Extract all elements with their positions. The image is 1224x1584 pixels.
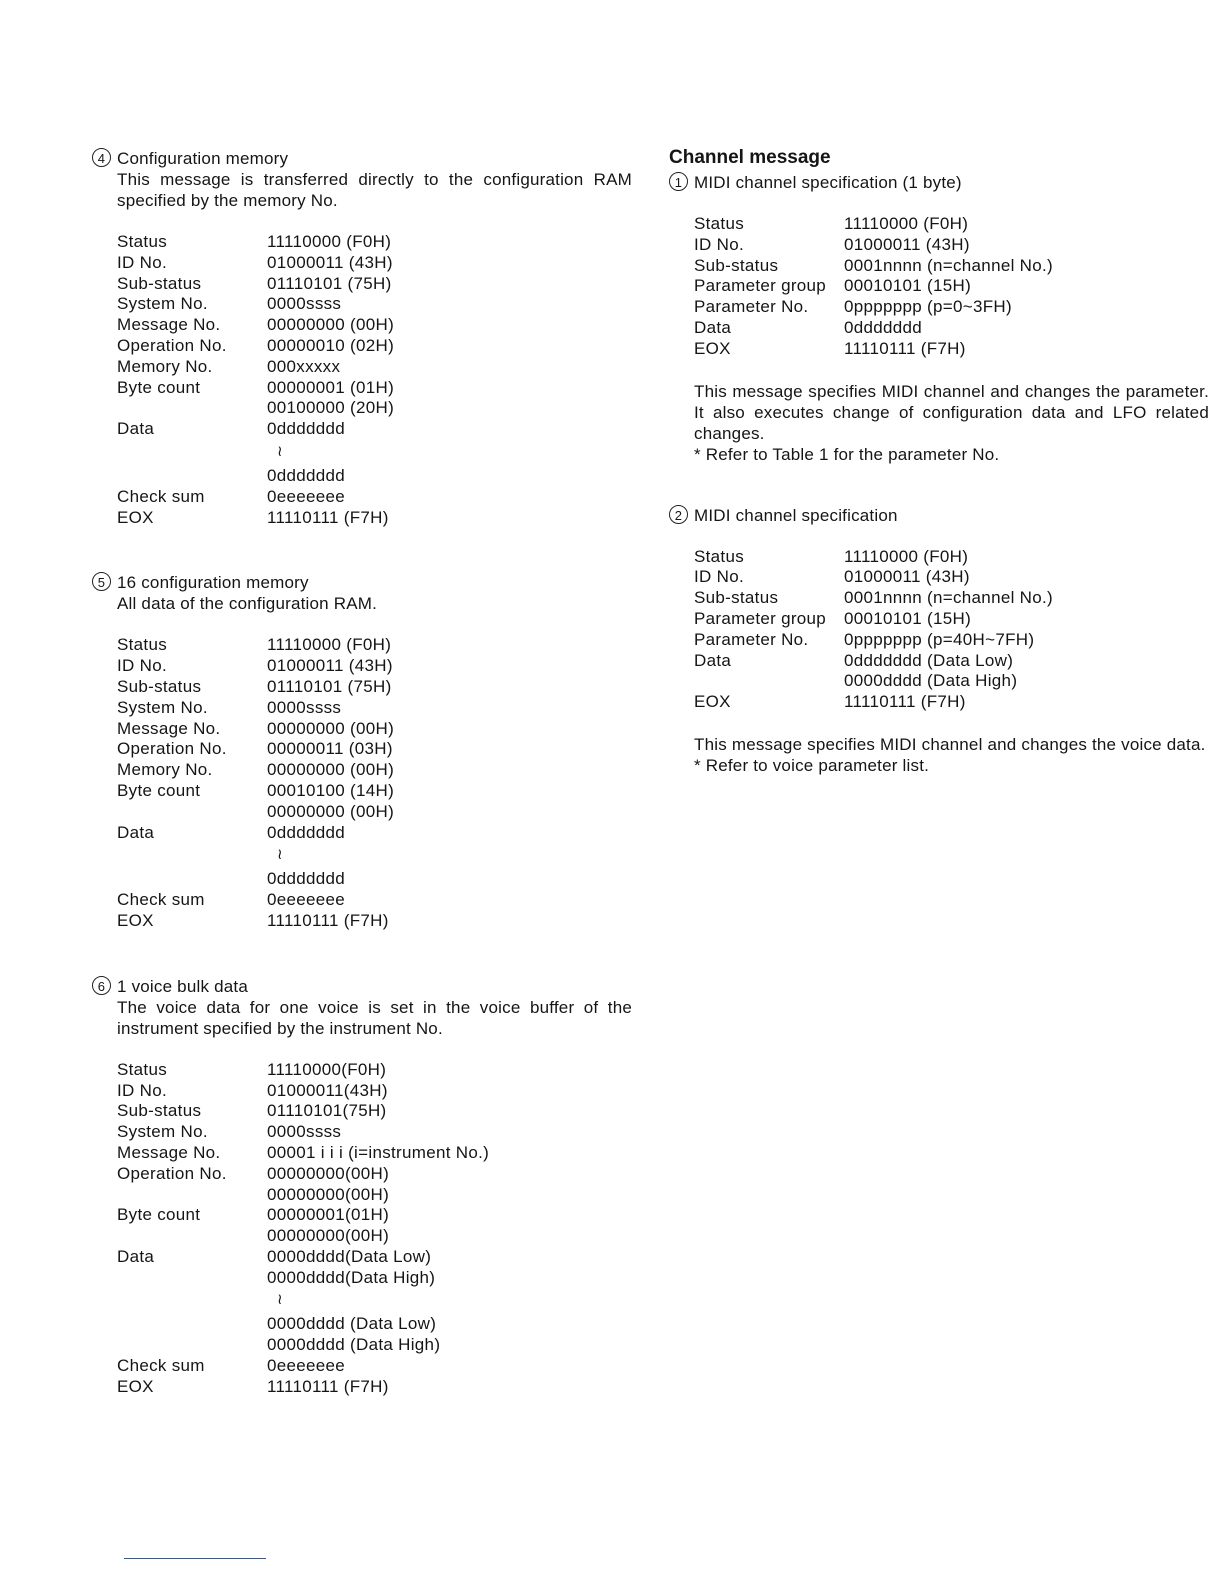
- field-label: Operation No.: [117, 739, 227, 759]
- right-column: [669, 148, 1209, 816]
- table-row: [117, 274, 632, 295]
- field-label: System No.: [117, 697, 208, 717]
- message-format-table: [92, 635, 632, 931]
- table-row: [117, 802, 632, 823]
- table-row: [117, 719, 632, 740]
- field-label: Data: [117, 822, 155, 842]
- field-label: Sub-status: [117, 676, 202, 696]
- field-value: 01000011 (43H): [267, 656, 393, 676]
- table-row: [694, 339, 1209, 360]
- field-value: 11110000 (F0H): [844, 214, 969, 233]
- table-row: [694, 588, 1209, 609]
- field-value: 00010100 (14H): [267, 780, 395, 800]
- field-value: 0ppppppp (p=0~3FH): [844, 297, 1012, 317]
- field-value: 00000000(00H): [267, 1184, 390, 1204]
- left-column: [92, 148, 632, 1442]
- field-label: Status: [117, 635, 167, 655]
- field-label: [117, 1185, 267, 1206]
- field-value: 11110000 (F0H): [267, 635, 392, 655]
- field-value: 000xxxxx: [267, 356, 341, 376]
- table-row: [117, 1185, 632, 1206]
- table-row: [117, 677, 632, 698]
- section-number-badge: 5: [92, 572, 111, 591]
- table-row: [117, 336, 632, 357]
- field-label: Status: [117, 232, 167, 251]
- table-row: [117, 739, 632, 760]
- field-value: 11110111 (F7H): [267, 507, 389, 527]
- table-row: [117, 1205, 632, 1226]
- field-label: Check sum: [117, 486, 205, 506]
- field-value: 0000dddd (Data High): [844, 671, 1018, 691]
- field-value: 00000000(00H): [267, 1226, 390, 1246]
- message-format-table: [92, 1060, 632, 1398]
- field-label: System No.: [117, 294, 208, 314]
- section-note: [669, 381, 1209, 465]
- field-value: 00000000 (00H): [267, 315, 395, 335]
- field-label: Byte count: [117, 377, 201, 397]
- table-row: [117, 253, 632, 274]
- section-heading: [92, 148, 632, 169]
- table-row: [117, 911, 632, 932]
- table-row: [694, 214, 1209, 235]
- field-label: [117, 1314, 267, 1335]
- field-label: Memory No.: [117, 760, 213, 780]
- field-value: 01000011(43H): [267, 1080, 388, 1100]
- section-number-badge: 2: [669, 505, 688, 524]
- field-value: 00000000 (00H): [267, 718, 395, 738]
- field-value: 11110000 (F0H): [267, 232, 392, 251]
- field-value: 11110111 (F7H): [267, 910, 389, 930]
- field-value: 11110111 (F7H): [844, 338, 966, 358]
- table-row: [694, 567, 1209, 588]
- table-row: [117, 656, 632, 677]
- note-text: This message specifies MIDI channel and changes the parameter. It also executes change of configuration data and LFO related changes.: [694, 381, 1209, 443]
- table-row: [117, 357, 632, 378]
- field-value: 0ddddddd: [267, 419, 346, 439]
- field-label: Data: [694, 650, 732, 670]
- table-row: [694, 692, 1209, 713]
- field-value: 00000011 (03H): [267, 739, 393, 759]
- field-label: ID No.: [117, 1080, 167, 1100]
- field-value: 11110000 (F0H): [844, 546, 969, 566]
- field-label: [117, 802, 267, 823]
- field-label: System No.: [117, 1122, 208, 1142]
- table-row: [694, 547, 1209, 568]
- table-row: [694, 318, 1209, 339]
- table-row: [117, 419, 632, 440]
- section-title: MIDI channel specification (1 byte): [694, 173, 962, 192]
- field-value: 0000dddd(Data Low): [267, 1246, 432, 1266]
- table-row: [694, 609, 1209, 630]
- field-label: [117, 1268, 267, 1289]
- note-reference: * Refer to Table 1 for the parameter No.: [694, 444, 1000, 464]
- field-value: 0ddddddd: [844, 317, 923, 337]
- table-row: [117, 1143, 632, 1164]
- table-row: [117, 760, 632, 781]
- field-value: 0000ssss: [267, 1122, 342, 1142]
- field-label: Sub-status: [694, 588, 779, 608]
- field-value: 00000000 (00H): [267, 801, 395, 821]
- field-value: 00000010 (02H): [267, 335, 395, 355]
- table-row: [117, 294, 632, 315]
- message-section: [92, 148, 632, 528]
- message-format-table: [669, 547, 1209, 713]
- field-value: 11110000(F0H): [267, 1059, 387, 1079]
- table-row: [694, 671, 1209, 692]
- table-row: [117, 823, 632, 844]
- field-label: Operation No.: [117, 335, 227, 355]
- field-value: 01000011 (43H): [844, 234, 970, 254]
- field-label: Check sum: [117, 1356, 205, 1376]
- footer-rule: [124, 1558, 266, 1559]
- table-row: [117, 1335, 632, 1356]
- field-value: 0000dddd (Data High): [267, 1335, 441, 1355]
- table-row: [117, 698, 632, 719]
- field-label: EOX: [694, 338, 731, 358]
- table-row: [117, 398, 632, 419]
- table-row: [117, 378, 632, 399]
- message-format-table: [669, 214, 1209, 360]
- field-value: 0001nnnn (n=channel No.): [844, 588, 1053, 608]
- field-value: 00010101 (15H): [844, 608, 972, 628]
- field-value: 0000ssss: [267, 294, 342, 314]
- field-label: Parameter group: [694, 608, 827, 628]
- section-number-badge: 4: [92, 148, 111, 167]
- section-title: Configuration memory: [117, 149, 289, 168]
- field-label: Sub-status: [694, 255, 779, 275]
- field-label: EOX: [694, 692, 731, 712]
- field-value: 0001nnnn (n=channel No.): [844, 255, 1053, 275]
- message-section: [669, 505, 1209, 776]
- field-label: Check sum: [117, 890, 205, 910]
- field-label: Sub-status: [117, 1101, 202, 1121]
- field-value: 0ppppppp (p=40H~7FH): [844, 629, 1035, 649]
- table-row: [117, 635, 632, 656]
- message-section: [92, 572, 632, 931]
- field-label: ID No.: [117, 656, 167, 676]
- table-row: [117, 1122, 632, 1143]
- table-row: [117, 1081, 632, 1102]
- field-value: 0000dddd(Data High): [267, 1267, 436, 1287]
- table-row: [117, 1247, 632, 1268]
- table-row: [117, 1060, 632, 1081]
- table-row: [694, 276, 1209, 297]
- field-value: 00001 i i i (i=instrument No.): [267, 1142, 490, 1162]
- table-row: [117, 315, 632, 336]
- table-row: [694, 630, 1209, 651]
- field-label: Sub-status: [117, 273, 202, 293]
- table-row: [694, 651, 1209, 672]
- field-label: ID No.: [694, 567, 744, 587]
- field-value: 00010101 (15H): [844, 276, 972, 296]
- channel-message-heading: Channel message: [669, 147, 831, 168]
- field-value: 11110111 (F7H): [267, 1376, 389, 1396]
- table-row: [117, 1268, 632, 1289]
- field-value: 0000dddd (Data Low): [267, 1314, 437, 1334]
- field-value: 00000001 (01H): [267, 377, 395, 397]
- field-label: Byte count: [117, 1205, 201, 1225]
- field-value: 01000011 (43H): [267, 252, 393, 272]
- field-value: 0ddddddd: [267, 869, 346, 889]
- field-label: ID No.: [117, 252, 167, 272]
- table-row: [117, 1356, 632, 1377]
- table-row: [117, 1226, 632, 1247]
- field-label: EOX: [117, 507, 154, 527]
- table-row: [117, 781, 632, 802]
- note-text: This message specifies MIDI channel and changes the voice data.: [694, 734, 1206, 754]
- field-value: 01110101 (75H): [267, 676, 392, 696]
- field-value: 01110101 (75H): [267, 273, 392, 293]
- continuation-mark: ≀: [277, 846, 283, 864]
- field-label: Operation No.: [117, 1163, 227, 1183]
- section-description: The voice data for one voice is set in the voice buffer of the instrument specified by the instrument No.: [117, 997, 632, 1038]
- message-section: [92, 976, 632, 1398]
- field-value: 00000000(00H): [267, 1163, 390, 1183]
- table-row: [117, 232, 632, 253]
- continuation-mark: ≀: [277, 1291, 283, 1309]
- field-label: EOX: [117, 910, 154, 930]
- section-note: [669, 734, 1209, 776]
- field-label: Status: [117, 1059, 167, 1079]
- table-row: [117, 1164, 632, 1185]
- field-value: 0ddddddd: [267, 822, 346, 842]
- field-label: Message No.: [117, 315, 221, 335]
- field-label: [117, 1226, 267, 1247]
- field-value: 0ddddddd (Data Low): [844, 650, 1014, 670]
- field-label: [117, 398, 267, 419]
- table-row: [694, 297, 1209, 318]
- field-label: [117, 466, 267, 487]
- table-row: [117, 1377, 632, 1398]
- field-label: Memory No.: [117, 356, 213, 376]
- table-row: [117, 487, 632, 508]
- field-value: 11110111 (F7H): [844, 692, 966, 712]
- field-label: Parameter No.: [694, 629, 809, 649]
- section-description: All data of the configuration RAM.: [117, 594, 378, 614]
- field-label: [117, 1335, 267, 1356]
- field-value: 0eeeeeee: [267, 486, 346, 506]
- field-value: 0eeeeeee: [267, 890, 346, 910]
- field-label: Parameter No.: [694, 297, 809, 317]
- field-label: Status: [694, 546, 744, 566]
- field-label: Parameter group: [694, 276, 827, 296]
- field-value: 01000011 (43H): [844, 567, 970, 587]
- section-heading: [669, 505, 1209, 526]
- section-heading: [669, 172, 1209, 193]
- field-value: 0eeeeeee: [267, 1356, 346, 1376]
- table-row: [694, 235, 1209, 256]
- field-label: Data: [117, 1246, 155, 1266]
- field-label: [694, 671, 844, 692]
- section-title: 1 voice bulk data: [117, 976, 248, 996]
- table-row: [117, 1101, 632, 1122]
- section-number-badge: 6: [92, 976, 111, 995]
- field-label: Status: [694, 214, 744, 233]
- field-label: Message No.: [117, 1142, 221, 1162]
- table-row: [117, 466, 632, 487]
- field-label: Data: [694, 317, 732, 337]
- table-row: [117, 508, 632, 529]
- section-heading: [92, 976, 632, 997]
- message-format-table: [92, 232, 632, 528]
- field-value: 0000ssss: [267, 697, 342, 717]
- field-value: 00000001(01H): [267, 1205, 390, 1225]
- table-row: [117, 1314, 632, 1335]
- section-heading: [92, 572, 632, 593]
- field-label: ID No.: [694, 234, 744, 254]
- table-row: [117, 869, 632, 890]
- section-title: 16 configuration memory: [117, 573, 309, 593]
- field-value: 00000000 (00H): [267, 760, 395, 780]
- continuation-mark: ≀: [277, 442, 283, 460]
- section-number-badge: 1: [669, 172, 688, 191]
- note-reference: * Refer to voice parameter list.: [694, 755, 930, 775]
- field-label: EOX: [117, 1376, 154, 1396]
- table-row: [694, 256, 1209, 277]
- field-value: 00100000 (20H): [267, 398, 395, 418]
- section-title: MIDI channel specification: [694, 505, 898, 525]
- field-label: Message No.: [117, 718, 221, 738]
- field-label: Data: [117, 419, 155, 439]
- field-label: [117, 869, 267, 890]
- message-section: [669, 172, 1209, 465]
- section-description: This message is transferred directly to the configuration RAM specified by the memory No.: [117, 170, 632, 210]
- field-value: 0ddddddd: [267, 465, 346, 485]
- table-row: [117, 890, 632, 911]
- field-value: 01110101(75H): [267, 1101, 387, 1121]
- field-label: Byte count: [117, 780, 201, 800]
